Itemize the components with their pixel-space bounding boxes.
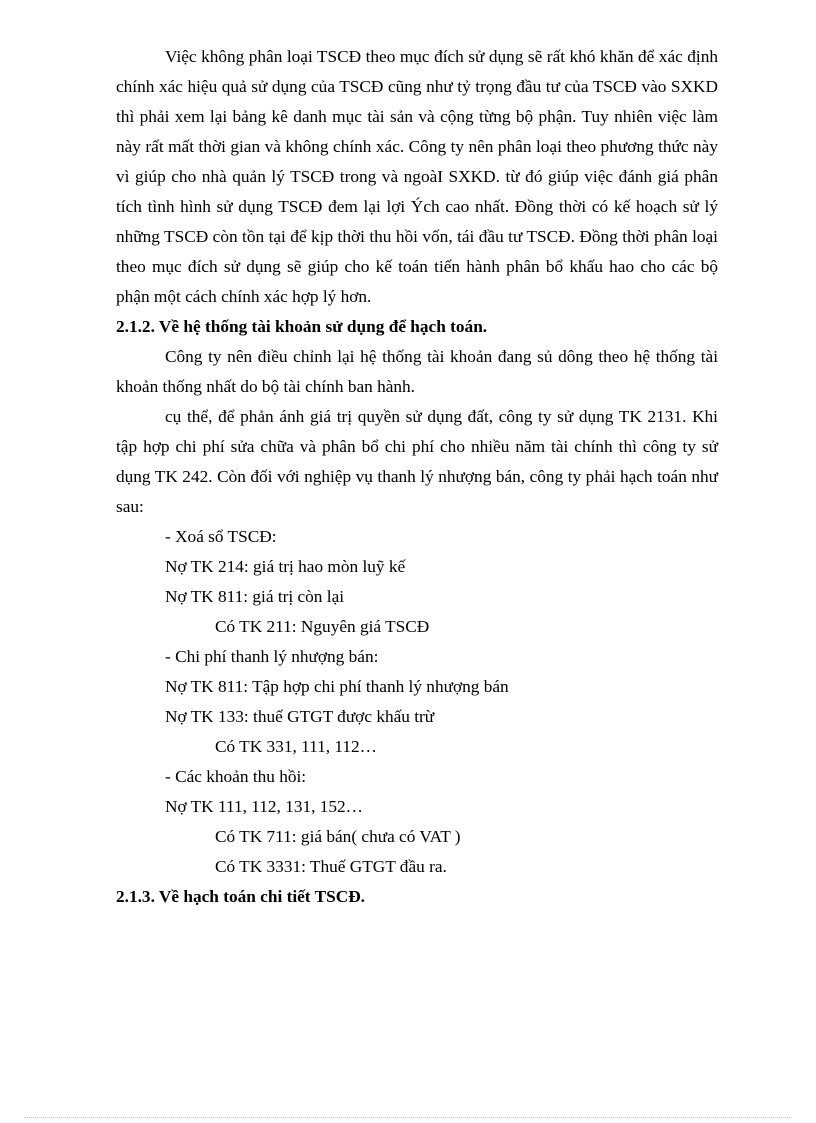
section-heading-2-1-2: 2.1.2. Về hệ thống tài khoản sử dụng để hạch toán. bbox=[116, 317, 488, 336]
entry-debit-133: Nợ TK 133: thuế GTGT được khấu trừ bbox=[165, 707, 435, 726]
page-bottom-divider bbox=[24, 1117, 792, 1118]
entry-debit-214: Nợ TK 214: giá trị hao mòn luỹ kế bbox=[165, 557, 406, 576]
entry-credit-331: Có TK 331, 111, 112… bbox=[215, 737, 377, 756]
entry-recoveries-label: - Các khoản thu hồi: bbox=[165, 767, 307, 786]
entry-debit-811-cost: Nợ TK 811: Tập hợp chi phí thanh lý nhượng bán bbox=[165, 677, 509, 696]
entry-debit-111: Nợ TK 111, 112, 131, 152… bbox=[165, 797, 363, 816]
document-body bbox=[116, 42, 718, 912]
paragraph-account-system: Công ty nên điều chỉnh lại hệ thống tài khoản đang sủ dông theo hệ thống tài khoản thống nhất do bộ tài chính ban hành. bbox=[116, 347, 718, 396]
entry-credit-711: Có TK 711: giá bán( chưa có VAT ) bbox=[215, 827, 461, 846]
entry-liquidation-cost-label: - Chi phí thanh lý nhượng bán: bbox=[165, 647, 379, 666]
section-heading-2-1-3: 2.1.3. Về hạch toán chi tiết TSCĐ. bbox=[116, 887, 365, 906]
entry-write-off-label: - Xoá sổ TSCĐ: bbox=[165, 527, 277, 546]
entry-credit-3331: Có TK 3331: Thuế GTGT đầu ra. bbox=[215, 857, 447, 876]
paragraph-specific-accounts: cụ thể, để phản ánh giá trị quyền sử dụng đất, công ty sử dụng TK 2131. Khi tập hợp chi phí sửa chữa và phân bổ chi phí cho nhiều năm tài chính thì công ty sử dụng TK 242. Còn đối với nghiệp vụ thanh lý nhượng bán, công ty phải hạch toán như sau: bbox=[116, 407, 718, 516]
entry-debit-811-residual: Nợ TK 811: giá trị còn lại bbox=[165, 587, 345, 606]
entry-credit-211: Có TK 211: Nguyên giá TSCĐ bbox=[215, 617, 430, 636]
paragraph-tscd-classification: Việc không phân loại TSCĐ theo mục đích sử dụng sẽ rất khó khăn để xác định chính xác hiệu quả sử dụng của TSCĐ cũng như tỷ trọng đầu tư của TSCĐ vào SXKD thì phải xem lại bảng kê danh mục tài sản và cộng từng bộ phận. Tuy nhiên việc làm này rất mất thời gian và không chính xác. Công ty nên phân loại theo phương thức này vì giúp cho nhà quản lý TSCĐ trong và ngoàI SXKD. từ đó giúp việc đánh giá phân tích tình hình sử dụng TSCĐ đem lại lợi Ých cao nhất. Đồng thời có kế hoạch sử lý những TSCĐ còn tồn tại để kịp thời thu hồi vốn, tái đầu tư TSCĐ. Đồng thời phân loại theo mục đích sử dụng sẽ giúp cho kế toán tiến hành phân bổ khấu hao cho các bộ phận một cách chính xác hợp lý hơn. bbox=[116, 47, 718, 306]
